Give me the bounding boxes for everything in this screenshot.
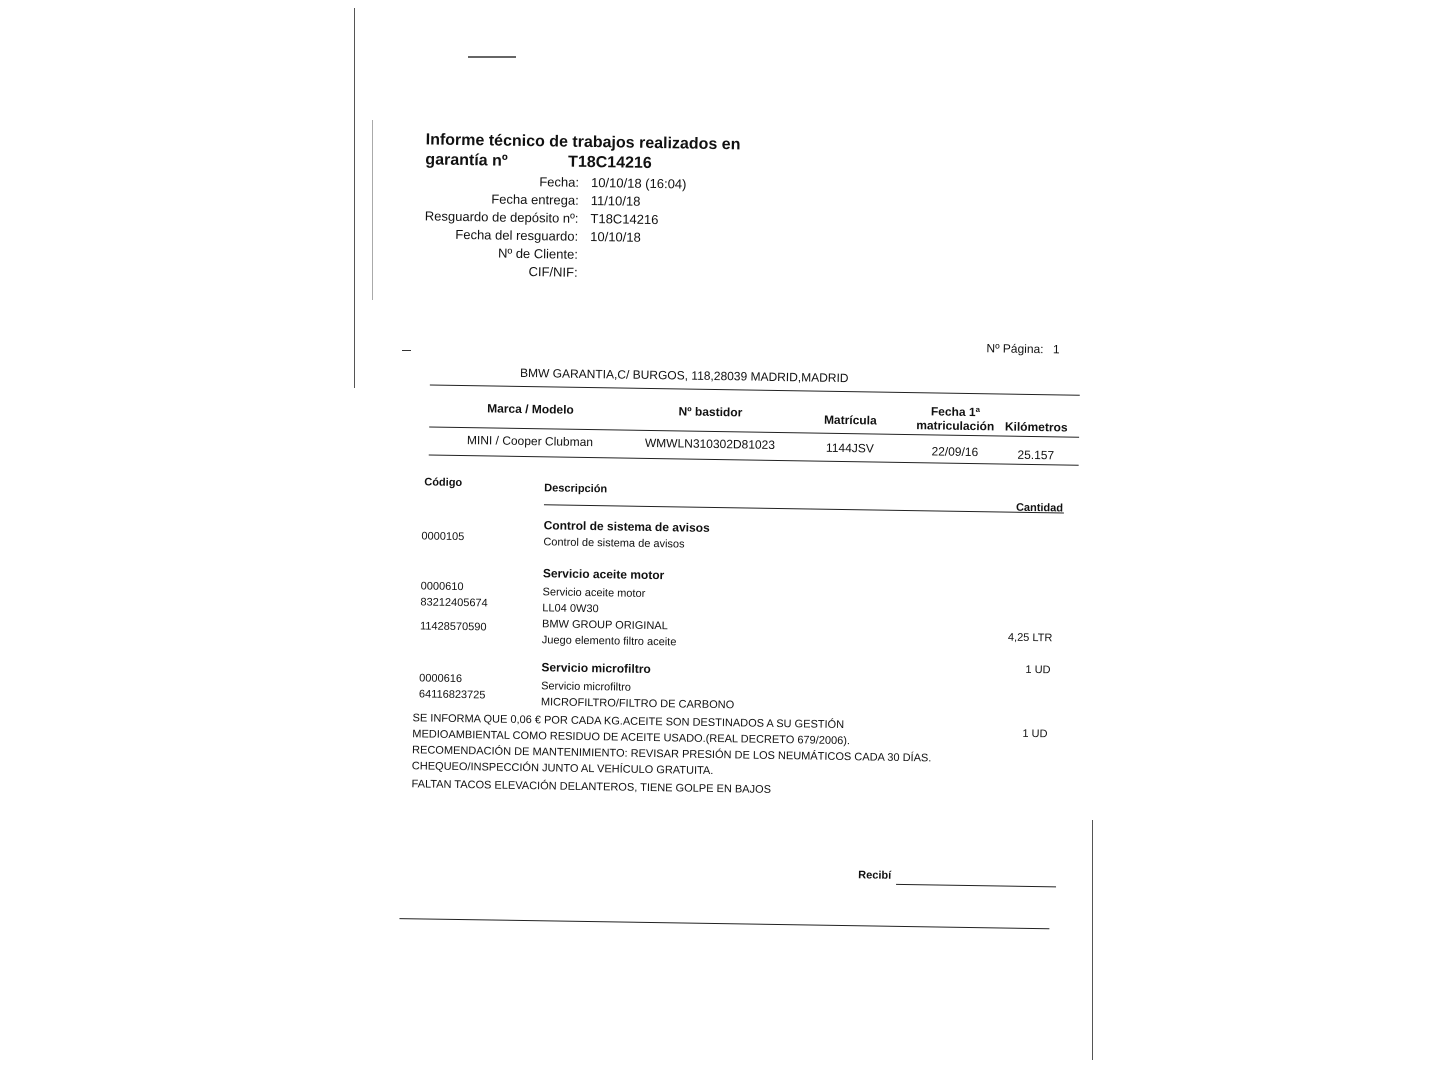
item-code: 0000610 (420, 580, 464, 594)
item-code: 11428570590 (419, 620, 487, 634)
field-cif-label: CIF/NIF: (528, 264, 578, 280)
vehicle-col-first-reg: Fecha 1ª matriculación (916, 404, 995, 434)
item-desc: Servicio aceite motor (542, 586, 646, 600)
group-title-oil-service: Servicio aceite motor (542, 566, 665, 583)
items-col-desc: Descripción (544, 482, 608, 496)
vehicle-vin-value: WMWLN310302D81023 (644, 435, 776, 452)
report-title-line1: Informe técnico de trabajos realizados en (425, 131, 741, 154)
signature-line (896, 884, 1056, 888)
note-line: RECOMENDACIÓN DE MANTENIMIENTO: REVISAR PRESIÓN DE LOS NEUMÁTICOS CADA 30 DÍAS. (412, 744, 932, 765)
items-header-rule (544, 501, 1064, 515)
field-deposit-date-label: Fecha del resguardo: (455, 226, 579, 244)
field-client-label: Nº de Cliente: (497, 245, 579, 262)
items-col-code: Código (424, 476, 463, 490)
note-line: SE INFORMA QUE 0,06 € POR CADA KG.ACEITE SON DESTINADOS A SU GESTIÓN (412, 712, 845, 732)
vehicle-col-plate: Matrícula (823, 412, 877, 428)
vehicle-km-value: 25.157 (1017, 447, 1055, 463)
item-code: 0000616 (419, 672, 463, 686)
group-title-microfilter: Servicio microfiltro (541, 660, 651, 677)
scan-edge-left-faint (372, 120, 373, 300)
field-delivery-value: 11/10/18 (590, 193, 641, 209)
address: BMW GARANTIA,C/ BURGOS, 118,28039 MADRID,MADRID (519, 365, 849, 386)
item-desc: Juego elemento filtro aceite (541, 634, 677, 649)
page-bottom-rule (399, 918, 1049, 929)
notes-block (411, 712, 932, 799)
item-code: 83212405674 (420, 596, 488, 610)
item-qty: 1 UD (1022, 727, 1048, 741)
vehicle-col-km: Kilómetros (1004, 419, 1068, 435)
field-date-value: 10/10/18 (16:04) (590, 175, 687, 192)
page-number (986, 341, 1059, 356)
vehicle-col-vin: Nº bastidor (678, 404, 743, 420)
field-delivery-label: Fecha entrega: (491, 191, 579, 208)
report-title-line2: garantía nº T18C14216 (425, 151, 652, 172)
item-qty: 4,25 LTR (1007, 631, 1053, 645)
item-qty: 1 UD (1025, 663, 1051, 677)
report-title (425, 130, 740, 175)
vehicle-first-reg-value: 22/09/16 (931, 444, 979, 460)
field-deposit-date-value: 10/10/18 (590, 229, 641, 245)
note-line: MEDIOAMBIENTAL COMO RESIDUO DE ACEITE USADO.(REAL DECRETO 679/2006). (412, 728, 851, 748)
page-number-label: Nº Página: (986, 341, 1044, 357)
vehicle-table-top-rule (430, 385, 1080, 396)
field-deposit-value: T18C14216 (590, 211, 659, 228)
item-code: 0000105 (421, 530, 465, 544)
report-number: T18C14216 (567, 153, 652, 172)
vehicle-model-value: MINI / Cooper Clubman (466, 433, 594, 450)
item-code: 64116823725 (418, 688, 486, 702)
scan-mark-top (468, 56, 516, 58)
field-deposit-label: Resguardo de depósito nº: (424, 208, 579, 226)
note-line: CHEQUEO/INSPECCIÓN JUNTO AL VEHÍCULO GRATUITA. (411, 760, 714, 778)
item-desc: MICROFILTRO/FILTRO DE CARBONO (540, 696, 735, 712)
note-line: FALTAN TACOS ELEVACIÓN DELANTEROS, TIENE GOLPE EN BAJOS (411, 778, 772, 796)
item-desc: Control de sistema de avisos (543, 536, 685, 551)
document-page (386, 120, 1099, 991)
item-desc: BMW GROUP ORIGINAL (542, 618, 668, 633)
vehicle-col-model: Marca / Modelo (487, 401, 574, 417)
signature-label: Recibí (858, 869, 892, 882)
items-col-qty: Cantidad (1015, 501, 1064, 515)
item-desc: Servicio microfiltro (541, 680, 632, 694)
field-date-label: Fecha: (539, 174, 580, 190)
page-number-value: 1 (1052, 342, 1060, 357)
scan-edge-left (354, 8, 355, 388)
vehicle-plate-value: 1144JSV (825, 440, 874, 456)
item-desc: LL04 0W30 (542, 602, 599, 616)
group-title-warning-system: Control de sistema de avisos (543, 518, 710, 535)
scan-edge-right (1092, 820, 1093, 1060)
